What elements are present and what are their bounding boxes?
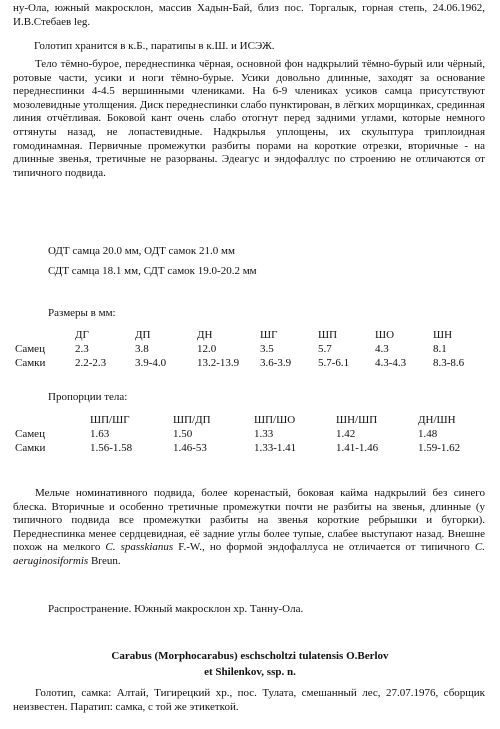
table-cell: 3.5 <box>260 343 274 355</box>
sizes-header: ДП <box>135 329 151 341</box>
comparison-paragraph <box>13 487 485 569</box>
table-cell: 5.7-6.1 <box>318 357 350 369</box>
sdt-line: СДТ самца 18.1 мм, СДТ самок 19.0-20.2 мм <box>48 265 257 277</box>
sizes-header-row <box>15 328 491 342</box>
table-cell: 3.6-3.9 <box>260 357 292 369</box>
table-cell: 1.50 <box>173 428 193 440</box>
table-cell: 4.3-4.3 <box>375 357 407 369</box>
table-cell: 5.7 <box>318 343 332 355</box>
sizes-title: Размеры в мм: <box>48 307 116 319</box>
proportions-header: ШП/ШГ <box>90 414 130 426</box>
comparison-text: Мельче номинативного подвида, более коренастый, боковая кайма надкрылий без синего блеска. Вторичные и особенно третичные промежутки почти не разбиты на звенья, длинные (у типичного подвида все промежутки разбиты на звенья короткие ребрышки и бугорки). Переднеспинка менее сердцевидная, её задние углы более тупые, слабее выступают назад. Внешне похож на мелкого <box>13 487 485 554</box>
table-row <box>15 427 488 441</box>
table-cell: 8.1 <box>433 343 447 355</box>
table-cell: 3.9-4.0 <box>135 357 167 369</box>
table-cell: 13.2-13.9 <box>197 357 240 369</box>
distribution: Распространение. Южный макросклон хр. Танну-Ола. <box>48 603 304 615</box>
table-cell: 1.42 <box>336 428 356 440</box>
table-cell: 1.59-1.62 <box>418 442 461 454</box>
proportions-header: ДН/ШН <box>418 414 456 426</box>
sizes-header: ШГ <box>260 329 278 341</box>
table-cell: 8.3-8.6 <box>433 357 465 369</box>
table-cell: 1.33-1.41 <box>254 442 297 454</box>
odt-line: ОДТ самца 20.0 мм, ОДТ самок 21.0 мм <box>48 245 235 257</box>
table-cell: 2.3 <box>75 343 89 355</box>
sizes-header: ДГ <box>75 329 89 341</box>
table-cell: 1.46-53 <box>173 442 207 454</box>
table-cell: 2.2-2.3 <box>75 357 107 369</box>
table-cell: 1.33 <box>254 428 274 440</box>
holotype-storage: Голотип хранится в к.Б., паратипы в к.Ш. и ИСЭЖ. <box>34 40 275 52</box>
proportions-header: ШП/ШО <box>254 414 296 426</box>
species-name: C. spasskianus <box>105 541 174 554</box>
comparison-text: Breun. <box>90 554 121 567</box>
species-name: C. aeruginosiformis <box>13 541 485 567</box>
row-label: Самки <box>15 442 46 454</box>
sizes-header: ШН <box>433 329 453 341</box>
proportions-title: Пропорции тела: <box>48 391 128 403</box>
proportions-header: ШП/ДП <box>173 414 211 426</box>
proportions-header: ШН/ШП <box>336 414 378 426</box>
top-paragraph: ну-Ола, южный макросклон, массив Хадын-Бай, близ пос. Торгалык, горная степь, 24.06.1962, И.В.Стебаев leg. <box>13 2 485 28</box>
sizes-header: ШП <box>318 329 338 341</box>
description: Тело тёмно-бурое, переднеспинка чёрная, основной фон надкрылий тёмно-бурый или чёрный, ротовые части, усики и ноги тёмно-бурые. Усики довольно длинные, заходят за основание переднеспинки 4-4.5 вершинными члениками. На 6-9 члениках усиков самца присутствуют мозолевидные утолщения. Диск переднеспинки слабо пунктирован, в лёгких морщинках, срединная линия отчётливая. Боковой кант очень слабо отогнут перед задними углами, которые немного оттянуты назад, не лопастевидные. Надкрылья уплощены, их скульптура триплоидная гомодинамная. Первичные промежутки разбиты порами на короткие отрезки, вторичные - на длинные звенья, третичные не разорваны. Эдеагус и эндофаллус по строению не отличаются от типичного подвида. <box>13 58 485 179</box>
table-cell: 1.63 <box>90 428 110 440</box>
taxon-title-line2: et Shilenkov, ssp. n. <box>204 666 296 678</box>
table-cell: 12.0 <box>197 343 217 355</box>
proportions-table <box>15 413 488 455</box>
holotype-new: Голотип, самка: Алтай, Тигирецкий хр., пос. Тулата, смешанный лес, 27.07.1976, сборщик неизвестен. Паратип: самка, с той же этикеткой. <box>13 687 485 713</box>
table-row <box>15 441 488 455</box>
table-cell: 1.41-1.46 <box>336 442 379 454</box>
table-row <box>15 356 491 370</box>
table-cell: 4.3 <box>375 343 389 355</box>
comparison-text: F.-W., но формой эндофаллуса не отличается от типичного <box>178 541 470 554</box>
sizes-table <box>15 328 491 370</box>
row-label: Самец <box>15 428 45 440</box>
table-cell: 1.48 <box>418 428 438 440</box>
sizes-header: ШО <box>375 329 395 341</box>
row-label: Самки <box>15 357 46 369</box>
table-cell: 1.56-1.58 <box>90 442 133 454</box>
sizes-header: ДН <box>197 329 213 341</box>
proportions-header-row <box>15 413 488 427</box>
table-cell: 3.8 <box>135 343 149 355</box>
row-label: Самец <box>15 343 45 355</box>
taxon-title-line1: Carabus (Morphocarabus) eschscholtzi tulatensis O.Berlov <box>111 650 389 662</box>
table-row <box>15 342 491 356</box>
